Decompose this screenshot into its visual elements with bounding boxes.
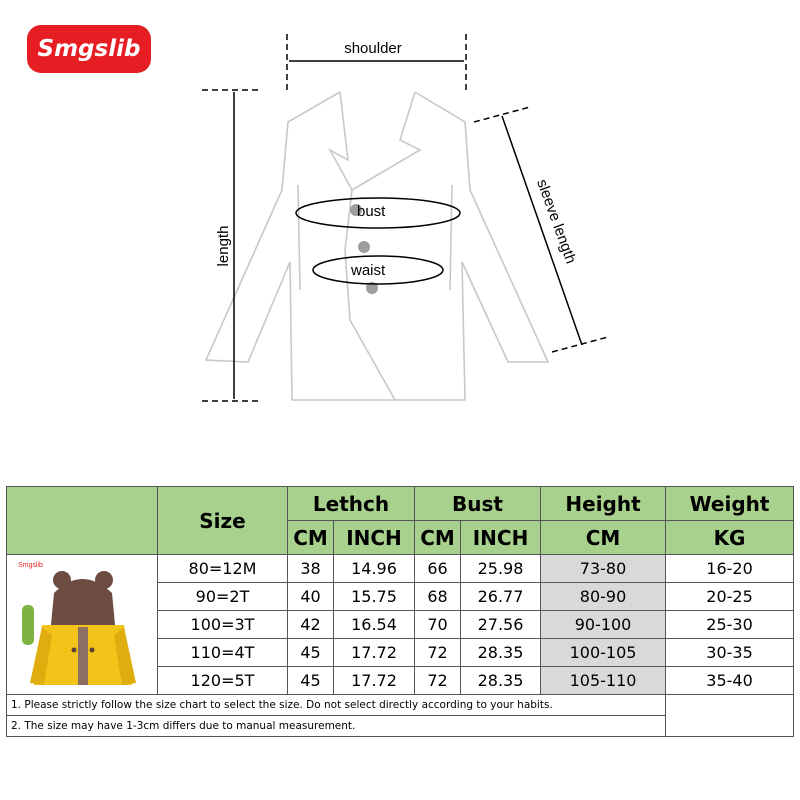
weight-cell: 16-20 (666, 555, 794, 583)
length-label: length (215, 225, 232, 267)
bust-cm-cell: 72 (415, 639, 461, 667)
weight-cell: 25-30 (666, 611, 794, 639)
waist-label: waist (351, 262, 386, 279)
cactus-decoration (22, 605, 34, 645)
coat-outline (206, 92, 548, 400)
size-cell: 100=3T (158, 611, 288, 639)
table-row (7, 555, 794, 583)
length-inch-cell: 16.54 (334, 611, 415, 639)
size-chart-table (6, 486, 794, 737)
bust-label: bust (357, 203, 386, 220)
bust-cm-header: CM (415, 521, 461, 555)
note-blank-cell (666, 695, 794, 737)
height-group-header: Height (541, 487, 666, 521)
shoulder-label: shoulder (344, 40, 402, 57)
bust-inch-cell: 28.35 (461, 639, 541, 667)
height-cell: 90-100 (541, 611, 666, 639)
length-measure-line (202, 90, 262, 401)
yellow-coat-image (12, 555, 152, 690)
length-group-header: Lethch (288, 487, 415, 521)
bust-inch-cell: 27.56 (461, 611, 541, 639)
weight-kg-header: KG (666, 521, 794, 555)
height-cell: 73-80 (541, 555, 666, 583)
sleeve-measure-line (474, 107, 608, 352)
length-inch-header: INCH (334, 521, 415, 555)
bust-group-header: Bust (415, 487, 541, 521)
height-cell: 100-105 (541, 639, 666, 667)
size-header: Size (158, 487, 288, 555)
size-cell: 90=2T (158, 583, 288, 611)
length-cm-header: CM (288, 521, 334, 555)
length-cm-cell: 45 (288, 667, 334, 695)
bust-inch-cell: 25.98 (461, 555, 541, 583)
length-inch-cell: 15.75 (334, 583, 415, 611)
coat-button (358, 241, 370, 253)
photo-header-cell (7, 487, 158, 555)
note-1: 1. Please strictly follow the size chart to select the size. Do not select directly according to your habits. (7, 695, 666, 716)
bust-inch-cell: 28.35 (461, 667, 541, 695)
weight-cell: 30-35 (666, 639, 794, 667)
weight-cell: 20-25 (666, 583, 794, 611)
length-cm-cell: 38 (288, 555, 334, 583)
bust-cm-cell: 68 (415, 583, 461, 611)
bust-inch-cell: 26.77 (461, 583, 541, 611)
length-inch-cell: 14.96 (334, 555, 415, 583)
bust-cm-cell: 66 (415, 555, 461, 583)
weight-cell: 35-40 (666, 667, 794, 695)
bust-cm-cell: 70 (415, 611, 461, 639)
sleeve-length-label: sleeve length (533, 177, 580, 266)
length-cm-cell: 45 (288, 639, 334, 667)
brand-name: Smgslib (37, 36, 141, 62)
height-cell: 80-90 (541, 583, 666, 611)
size-cell: 80=12M (158, 555, 288, 583)
size-cell: 120=5T (158, 667, 288, 695)
height-cm-header: CM (541, 521, 666, 555)
bust-cm-cell: 72 (415, 667, 461, 695)
length-cm-cell: 40 (288, 583, 334, 611)
size-cell: 110=4T (158, 639, 288, 667)
height-cell: 105-110 (541, 667, 666, 695)
length-cm-cell: 42 (288, 611, 334, 639)
photo-badge: Smgslib (18, 562, 43, 569)
header-row (7, 487, 794, 521)
note-2: 2. The size may have 1-3cm differs due to manual measurement. (7, 716, 666, 737)
note-row (7, 695, 794, 716)
length-inch-cell: 17.72 (334, 639, 415, 667)
product-photo (7, 555, 158, 695)
bust-inch-header: INCH (461, 521, 541, 555)
length-inch-cell: 17.72 (334, 667, 415, 695)
weight-group-header: Weight (666, 487, 794, 521)
